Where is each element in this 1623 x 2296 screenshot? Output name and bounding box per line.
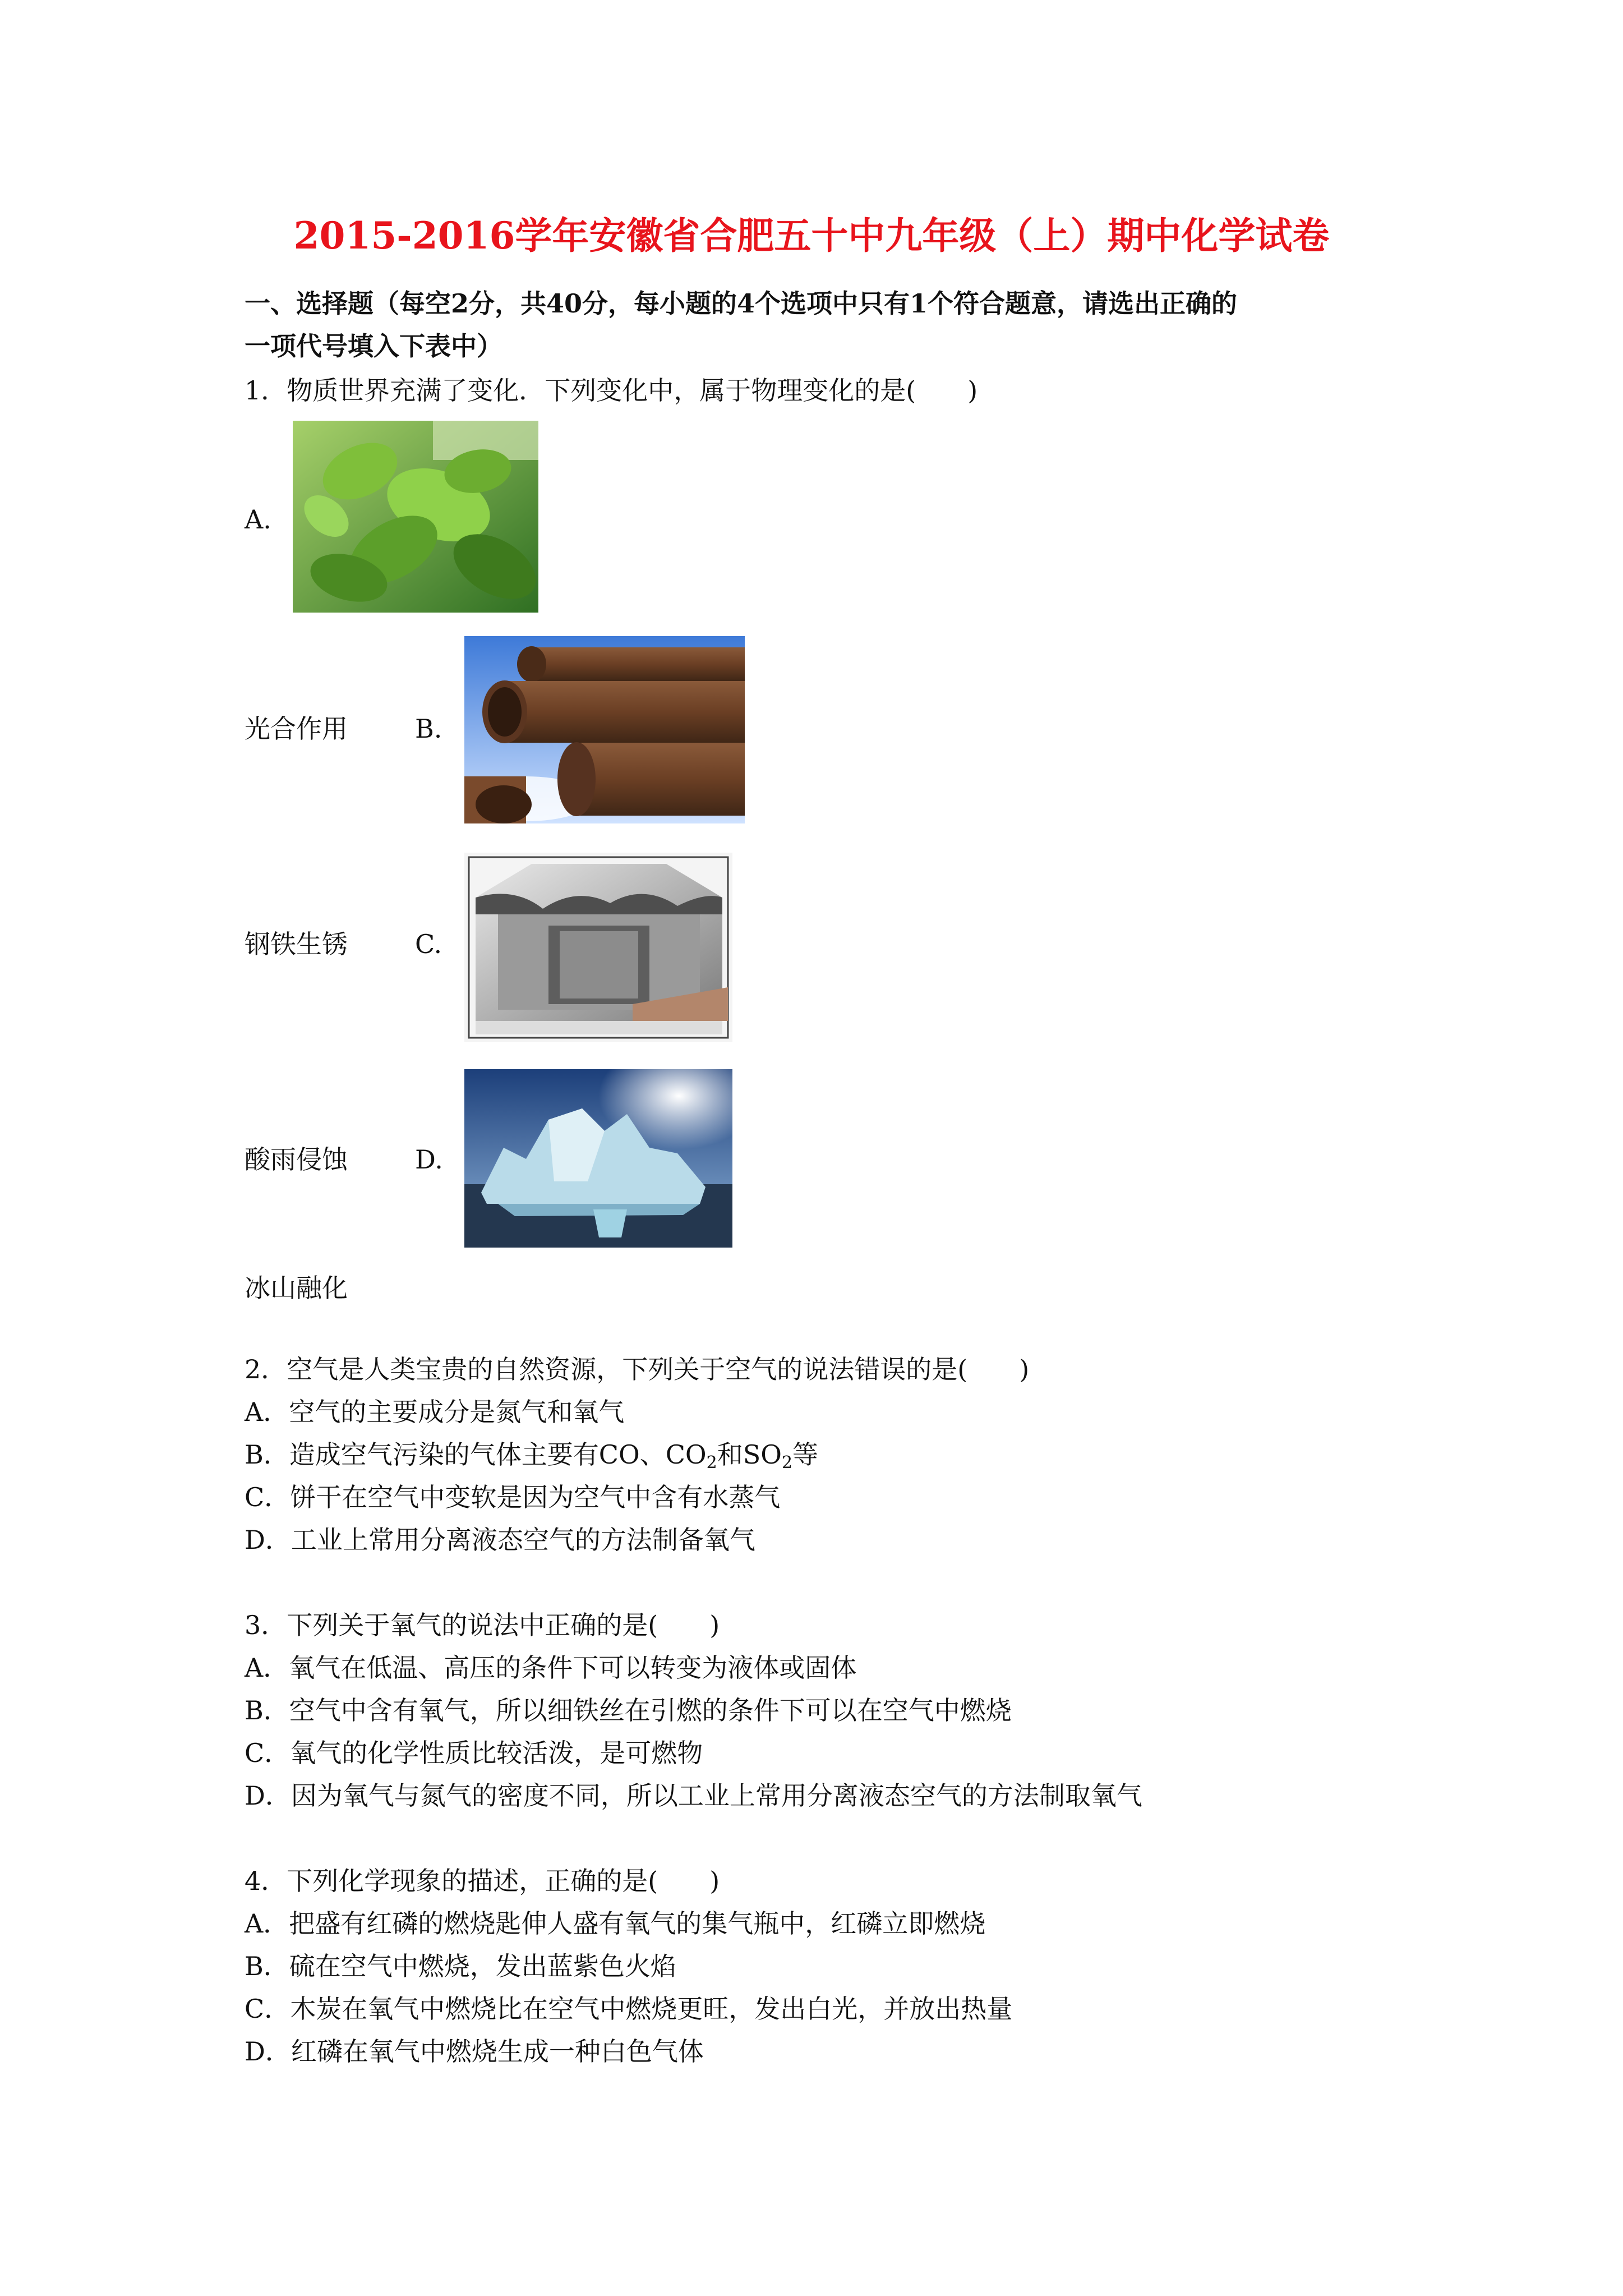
- q1-option-b-caption: 钢铁生锈: [245, 929, 348, 959]
- page-title: 2015-2016学年安徽省合肥五十中九年级（上）期中化学试卷: [293, 214, 1330, 257]
- q2-stem: 2．空气是人类宝贵的自然资源，下列关于空气的说法错误的是( ): [245, 1354, 1030, 1384]
- q4-option-c: C．木炭在氧气中燃烧比在空气中燃烧更旺，发出白光，并放出热量: [245, 1994, 1013, 2024]
- q1-option-d-caption: 冰山融化: [245, 1273, 348, 1303]
- q1-option-d-letter: D.: [415, 1144, 443, 1175]
- q2-option-b: B．造成空气污染的气体主要有CO、$CO_2$和$SO_2$等: [245, 1439, 819, 1473]
- section-heading-line1: 一、选择题（每空2分，共40分，每小题的4个选项中只有1个符合题意，请选出正确的: [245, 288, 1238, 319]
- q1-stem: 1．物质世界充满了变化．下列变化中，属于物理变化的是( ): [245, 375, 978, 406]
- melting-iceberg-photo: [464, 1069, 732, 1248]
- eroded-stone-carving-photo: [464, 853, 732, 1042]
- q1-option-c-letter: C.: [415, 929, 442, 959]
- q4-stem: 4．下列化学现象的描述，正确的是( ): [245, 1866, 720, 1896]
- q1-option-a-letter: A.: [245, 504, 271, 535]
- q3-option-a: A．氧气在低温、高压的条件下可以转变为液体或固体: [245, 1653, 857, 1683]
- q3-option-b: B．空气中含有氧气，所以细铁丝在引燃的条件下可以在空气中燃烧: [245, 1695, 1012, 1726]
- q2-option-c: C．饼干在空气中变软是因为空气中含有水蒸气: [245, 1482, 781, 1512]
- q4-option-b: B．硫在空气中燃烧，发出蓝紫色火焰: [245, 1951, 676, 1981]
- q3-stem: 3．下列关于氧气的说法中正确的是( ): [245, 1610, 720, 1640]
- q4-option-d: D．红磷在氧气中燃烧生成一种白色气体: [245, 2036, 704, 2067]
- section-heading-line2: 一项代号填入下表中）: [245, 331, 502, 361]
- q1-option-b-letter: B.: [415, 714, 442, 744]
- q3-option-d: D．因为氧气与氮气的密度不同，所以工业上常用分离液态空气的方法制取氧气: [245, 1780, 1142, 1811]
- q2-option-d: D．工业上常用分离液态空气的方法制备氧气: [245, 1525, 755, 1555]
- green-leaves-photo: [293, 421, 538, 613]
- q3-option-c: C．氧气的化学性质比较活泼，是可燃物: [245, 1738, 703, 1768]
- q1-option-c-caption: 酸雨侵蚀: [245, 1144, 348, 1175]
- q4-option-a: A．把盛有红磷的燃烧匙伸人盛有氧气的集气瓶中，红磷立即燃烧: [245, 1908, 986, 1939]
- q2-option-a: A．空气的主要成分是氮气和氧气: [245, 1397, 625, 1427]
- q1-option-a-caption: 光合作用: [245, 714, 348, 744]
- rusty-pipes-photo: [464, 636, 745, 823]
